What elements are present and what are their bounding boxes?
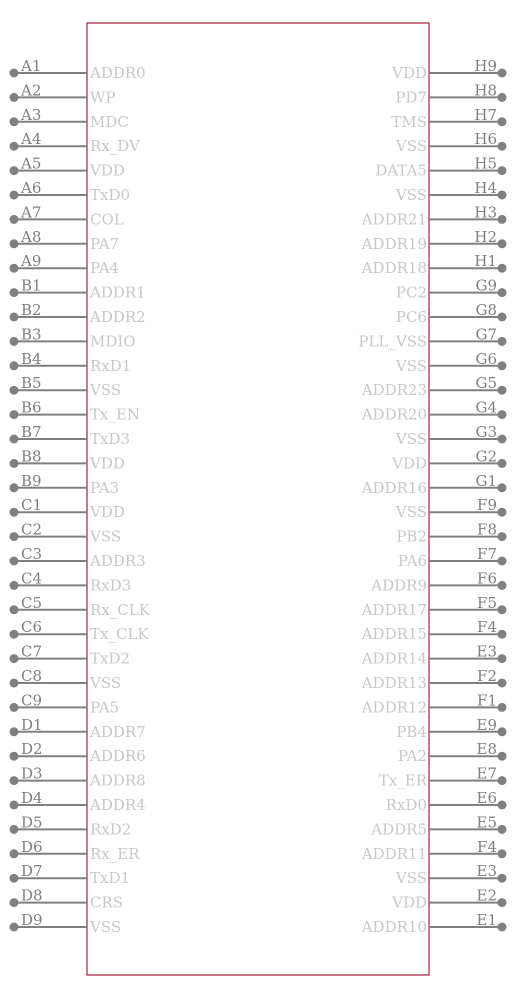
pin-number: A2 bbox=[21, 81, 42, 100]
pin-left-B9 bbox=[10, 472, 120, 497]
pin-name: VSS bbox=[395, 869, 427, 888]
pin-number: G1 bbox=[475, 471, 497, 490]
pin-endpoint-dot bbox=[10, 215, 19, 224]
pin-endpoint-dot bbox=[498, 923, 507, 932]
pin-endpoint-dot bbox=[10, 239, 19, 248]
pin-name: PC6 bbox=[395, 308, 427, 326]
pin-endpoint-dot bbox=[10, 727, 19, 736]
pin-endpoint-dot bbox=[10, 605, 19, 614]
pin-number: B8 bbox=[21, 447, 42, 466]
pin-name: Tx_CLK bbox=[90, 625, 149, 644]
pin-number: D8 bbox=[21, 886, 43, 905]
pin-number: B2 bbox=[21, 301, 42, 319]
pin-right-F7 bbox=[398, 545, 507, 570]
pin-name: RxD1 bbox=[90, 356, 132, 375]
pin-number: G5 bbox=[475, 374, 497, 393]
pin-number: G6 bbox=[475, 349, 497, 368]
pin-name: PB2 bbox=[396, 527, 427, 546]
pin-endpoint-dot bbox=[498, 459, 507, 468]
pin-endpoint-dot bbox=[498, 801, 507, 810]
pin-number: C5 bbox=[21, 593, 43, 612]
pin-left-B7 bbox=[10, 423, 131, 448]
pin-number: C6 bbox=[21, 618, 43, 637]
pin-endpoint-dot bbox=[498, 337, 507, 346]
pin-left-C7 bbox=[10, 643, 131, 668]
pin-endpoint-dot bbox=[498, 69, 507, 78]
pin-endpoint-dot bbox=[498, 239, 507, 248]
pin-name: PLL_VSS bbox=[358, 332, 427, 351]
pin-number: G2 bbox=[475, 447, 497, 466]
pin-right-H8 bbox=[395, 81, 506, 106]
pin-endpoint-dot bbox=[498, 532, 507, 541]
pin-number: E3 bbox=[476, 642, 497, 661]
pin-endpoint-dot bbox=[498, 93, 507, 102]
pin-number: C8 bbox=[21, 667, 43, 685]
pin-right-F4 bbox=[361, 838, 507, 863]
pin-right-H1 bbox=[361, 252, 507, 277]
pin-name: PA2 bbox=[397, 747, 427, 766]
pin-name: TxD2 bbox=[90, 649, 131, 668]
pin-name: PC2 bbox=[395, 283, 427, 302]
pin-right-F5 bbox=[361, 594, 507, 619]
pin-endpoint-dot bbox=[10, 532, 19, 541]
pin-left-B8 bbox=[10, 447, 125, 472]
pin-left-A5 bbox=[10, 155, 125, 180]
pin-endpoint-dot bbox=[498, 386, 507, 395]
pin-right-F2 bbox=[361, 667, 507, 692]
pin-left-D9 bbox=[10, 911, 122, 936]
pin-name: ADDR12 bbox=[361, 698, 427, 717]
pin-number: F4 bbox=[477, 837, 497, 856]
pin-endpoint-dot bbox=[498, 508, 507, 517]
pin-endpoint-dot bbox=[498, 874, 507, 883]
pin-number: A3 bbox=[21, 105, 42, 124]
pin-name: Tx_ER bbox=[378, 771, 427, 790]
pin-number: E3 bbox=[476, 862, 497, 881]
pin-name: ADDR23 bbox=[361, 381, 427, 400]
pin-number: H5 bbox=[474, 154, 497, 173]
pin-name: ADDR11 bbox=[361, 844, 427, 863]
pin-name: ADDR0 bbox=[90, 64, 146, 82]
pin-left-C4 bbox=[10, 569, 132, 594]
pin-name: ADDR20 bbox=[361, 405, 427, 424]
left-pin-group bbox=[10, 57, 151, 936]
pin-number: B4 bbox=[21, 349, 42, 368]
pin-left-C6 bbox=[10, 618, 150, 643]
pin-name: MDIO bbox=[90, 332, 136, 351]
pin-number: A9 bbox=[21, 252, 42, 271]
pin-right-G6 bbox=[395, 350, 507, 375]
pin-endpoint-dot bbox=[10, 849, 19, 858]
pin-number: E7 bbox=[476, 764, 497, 783]
pin-number: H1 bbox=[474, 252, 497, 271]
pin-endpoint-dot bbox=[10, 117, 19, 126]
pin-name: Rx_CLK bbox=[90, 600, 150, 619]
pin-name: ADDR5 bbox=[371, 820, 427, 839]
pin-endpoint-dot bbox=[10, 557, 19, 566]
pin-right-E3 bbox=[361, 643, 507, 668]
pin-left-D7 bbox=[10, 862, 131, 887]
pin-endpoint-dot bbox=[498, 483, 507, 492]
pin-name: ADDR9 bbox=[371, 576, 427, 595]
pin-number: C3 bbox=[21, 545, 43, 563]
pin-right-E5 bbox=[370, 813, 506, 838]
pin-name: RxD2 bbox=[90, 820, 132, 839]
pin-name: PA7 bbox=[90, 234, 120, 253]
pin-left-C8 bbox=[10, 667, 122, 692]
pin-endpoint-dot bbox=[498, 849, 507, 858]
pin-left-C9 bbox=[10, 691, 120, 716]
pin-endpoint-dot bbox=[498, 215, 507, 224]
pin-left-C3 bbox=[10, 545, 146, 570]
pin-name: VSS bbox=[90, 918, 122, 936]
pin-endpoint-dot bbox=[10, 483, 19, 492]
pin-endpoint-dot bbox=[10, 264, 19, 273]
pin-endpoint-dot bbox=[498, 142, 507, 151]
pin-endpoint-dot bbox=[498, 825, 507, 834]
pin-number: B1 bbox=[21, 276, 42, 295]
pin-endpoint-dot bbox=[498, 313, 507, 322]
pin-endpoint-dot bbox=[10, 288, 19, 297]
pin-endpoint-dot bbox=[498, 679, 507, 688]
pin-number: G3 bbox=[475, 423, 497, 441]
pin-endpoint-dot bbox=[10, 361, 19, 370]
pin-name: CRS bbox=[90, 893, 124, 912]
pin-endpoint-dot bbox=[10, 435, 19, 444]
pin-number: C4 bbox=[21, 569, 43, 588]
pin-left-A9 bbox=[10, 252, 120, 277]
pin-endpoint-dot bbox=[10, 459, 19, 468]
pin-left-C5 bbox=[10, 594, 151, 619]
pin-name: VDD bbox=[90, 454, 125, 473]
pin-number: H9 bbox=[474, 57, 497, 75]
pin-left-B4 bbox=[10, 350, 132, 375]
pin-name: TxD1 bbox=[90, 869, 131, 888]
pin-number: B7 bbox=[21, 423, 42, 441]
pin-name: ADDR14 bbox=[361, 649, 427, 668]
pin-endpoint-dot bbox=[10, 898, 19, 907]
pin-left-B3 bbox=[10, 325, 136, 350]
pin-name: VDD bbox=[90, 503, 125, 522]
pin-name: ADDR18 bbox=[361, 259, 427, 278]
pin-number: B6 bbox=[21, 398, 42, 417]
pin-number: H2 bbox=[474, 227, 497, 246]
pin-endpoint-dot bbox=[10, 581, 19, 590]
pin-left-D1 bbox=[10, 716, 146, 741]
pin-endpoint-dot bbox=[10, 166, 19, 175]
pin-name: VDD bbox=[392, 893, 427, 912]
pin-name: ADDR21 bbox=[361, 210, 427, 229]
pin-number: E1 bbox=[476, 911, 497, 929]
pin-number: E8 bbox=[476, 740, 497, 759]
pin-right-G5 bbox=[361, 374, 507, 399]
pin-name: ADDR13 bbox=[361, 674, 427, 692]
pin-number: A5 bbox=[21, 154, 42, 173]
pin-name: Rx_DV bbox=[90, 137, 140, 156]
pin-right-H5 bbox=[375, 155, 506, 180]
pin-right-F4 bbox=[361, 618, 507, 643]
pin-right-G7 bbox=[358, 325, 506, 350]
pin-number: G9 bbox=[475, 276, 497, 295]
pin-endpoint-dot bbox=[10, 630, 19, 639]
pin-endpoint-dot bbox=[10, 410, 19, 419]
pin-name: ADDR1 bbox=[90, 283, 146, 302]
pin-right-E6 bbox=[386, 789, 507, 814]
pin-name: ADDR16 bbox=[361, 478, 427, 497]
pin-number: F6 bbox=[477, 569, 497, 588]
pin-left-B1 bbox=[10, 277, 146, 302]
pin-right-E7 bbox=[379, 765, 507, 790]
pin-endpoint-dot bbox=[10, 825, 19, 834]
pin-endpoint-dot bbox=[498, 776, 507, 785]
pin-number: G8 bbox=[475, 301, 497, 319]
pin-number: F1 bbox=[477, 691, 497, 710]
pin-endpoint-dot bbox=[10, 69, 19, 78]
pin-right-G3 bbox=[395, 423, 507, 448]
pin-number: C2 bbox=[21, 520, 43, 539]
pin-right-E9 bbox=[396, 716, 506, 741]
pin-number: E5 bbox=[476, 813, 497, 832]
pin-endpoint-dot bbox=[498, 727, 507, 736]
pin-number: C1 bbox=[21, 496, 43, 515]
pin-endpoint-dot bbox=[10, 874, 19, 883]
pin-right-G1 bbox=[361, 472, 507, 497]
pin-right-F1 bbox=[361, 691, 507, 716]
pin-number: D6 bbox=[21, 837, 43, 856]
pin-left-A4 bbox=[10, 130, 142, 155]
pin-number: B3 bbox=[21, 325, 42, 344]
pin-endpoint-dot bbox=[10, 776, 19, 785]
pin-name: VSS bbox=[90, 381, 122, 400]
pin-number: A4 bbox=[21, 130, 42, 149]
pin-right-H7 bbox=[391, 106, 506, 131]
pin-name: ADDR8 bbox=[90, 771, 146, 790]
pin-name: MDC bbox=[90, 112, 129, 131]
pin-endpoint-dot bbox=[498, 654, 507, 663]
pin-number: G4 bbox=[475, 398, 497, 417]
pin-name: ADDR7 bbox=[90, 722, 146, 741]
pin-number: H6 bbox=[474, 130, 497, 149]
pin-right-F8 bbox=[396, 521, 506, 546]
pin-endpoint-dot bbox=[10, 679, 19, 688]
pin-name: ADDR2 bbox=[90, 308, 146, 326]
pin-right-H2 bbox=[361, 228, 507, 253]
pin-right-H4 bbox=[395, 179, 507, 204]
pin-right-H9 bbox=[391, 57, 506, 82]
pin-number: H8 bbox=[474, 81, 497, 100]
pin-left-A7 bbox=[10, 203, 124, 228]
pin-name: TxD3 bbox=[90, 430, 131, 448]
pin-name: TxD0 bbox=[90, 186, 131, 204]
pin-name: ADDR3 bbox=[90, 552, 146, 570]
pin-name: COL bbox=[90, 210, 124, 229]
pin-endpoint-dot bbox=[10, 801, 19, 810]
pin-number: F4 bbox=[477, 618, 497, 637]
pin-endpoint-dot bbox=[10, 191, 19, 200]
pin-name: ADDR17 bbox=[361, 600, 427, 619]
pin-endpoint-dot bbox=[498, 898, 507, 907]
pin-name: RxD3 bbox=[90, 576, 132, 595]
pin-left-C1 bbox=[10, 496, 125, 521]
pin-left-D6 bbox=[10, 838, 141, 863]
pin-endpoint-dot bbox=[498, 752, 507, 761]
pin-name: VSS bbox=[90, 527, 122, 546]
pin-number: D5 bbox=[21, 813, 43, 832]
pin-number: D7 bbox=[21, 862, 43, 881]
pin-name: ADDR6 bbox=[90, 747, 146, 766]
pin-endpoint-dot bbox=[10, 386, 19, 395]
pin-right-E8 bbox=[398, 740, 507, 765]
pin-number: C9 bbox=[21, 691, 43, 710]
pin-name: VSS bbox=[395, 430, 427, 448]
pin-name: ADDR10 bbox=[361, 918, 427, 936]
pin-endpoint-dot bbox=[498, 435, 507, 444]
pin-left-D2 bbox=[10, 740, 146, 765]
pin-endpoint-dot bbox=[498, 117, 507, 126]
pin-left-D3 bbox=[10, 765, 146, 790]
pin-name: PA6 bbox=[397, 552, 427, 570]
pin-name: PA5 bbox=[90, 698, 120, 717]
pin-number: H3 bbox=[474, 203, 497, 222]
pin-number: H7 bbox=[474, 105, 497, 124]
pin-right-E1 bbox=[361, 911, 507, 936]
pin-number: H4 bbox=[474, 179, 497, 197]
pin-endpoint-dot bbox=[10, 703, 19, 712]
pin-endpoint-dot bbox=[498, 264, 507, 273]
pin-left-D8 bbox=[10, 887, 124, 912]
pin-number: F2 bbox=[477, 667, 497, 685]
pin-number: D4 bbox=[21, 789, 43, 807]
pin-left-A1 bbox=[10, 57, 146, 82]
pin-endpoint-dot bbox=[498, 630, 507, 639]
pin-endpoint-dot bbox=[10, 923, 19, 932]
pin-name: VSS bbox=[395, 356, 427, 375]
pin-right-E3 bbox=[395, 862, 507, 887]
pin-name: PB4 bbox=[396, 722, 427, 741]
pin-number: E9 bbox=[476, 715, 497, 734]
pin-number: B9 bbox=[21, 471, 42, 490]
pin-endpoint-dot bbox=[10, 654, 19, 663]
pin-endpoint-dot bbox=[498, 191, 507, 200]
pin-endpoint-dot bbox=[498, 410, 507, 419]
pin-right-H6 bbox=[395, 130, 507, 155]
pin-name: WP bbox=[90, 88, 116, 107]
pin-left-A6 bbox=[10, 179, 131, 204]
right-pin-group bbox=[358, 57, 506, 936]
pin-number: F8 bbox=[477, 520, 497, 539]
pin-endpoint-dot bbox=[10, 508, 19, 517]
pin-name: VSS bbox=[395, 503, 427, 522]
pin-number: A8 bbox=[21, 227, 42, 246]
pin-name: VSS bbox=[395, 186, 427, 204]
pin-endpoint-dot bbox=[10, 337, 19, 346]
pin-name: DATA5 bbox=[375, 161, 427, 180]
pin-right-H3 bbox=[361, 203, 507, 228]
pin-number: E2 bbox=[476, 886, 497, 905]
pin-left-A8 bbox=[10, 228, 120, 253]
pin-right-G4 bbox=[361, 399, 507, 424]
pin-name: Tx_EN bbox=[90, 405, 141, 424]
pin-name: VDD bbox=[392, 454, 427, 473]
pin-number: G7 bbox=[475, 325, 497, 344]
pin-name: ADDR15 bbox=[361, 625, 427, 644]
pin-name: VSS bbox=[90, 674, 122, 692]
pin-number: F5 bbox=[477, 593, 497, 612]
pin-endpoint-dot bbox=[498, 557, 507, 566]
pin-name: Rx_ER bbox=[90, 844, 140, 863]
pin-number: A6 bbox=[21, 179, 42, 197]
pin-name: TMS bbox=[391, 112, 427, 131]
pin-name: VDD bbox=[90, 161, 125, 180]
pin-right-G2 bbox=[391, 447, 506, 472]
pin-endpoint-dot bbox=[498, 166, 507, 175]
pin-left-D5 bbox=[10, 813, 132, 838]
pin-name: VDD bbox=[392, 64, 427, 82]
pin-left-C2 bbox=[10, 521, 122, 546]
pin-number: C7 bbox=[21, 642, 43, 661]
pin-left-A2 bbox=[10, 81, 116, 106]
pin-endpoint-dot bbox=[498, 361, 507, 370]
pin-endpoint-dot bbox=[10, 142, 19, 151]
pin-name: PA3 bbox=[90, 478, 120, 497]
pin-name: PD7 bbox=[395, 88, 427, 107]
pin-endpoint-dot bbox=[498, 288, 507, 297]
pin-name: RxD0 bbox=[385, 796, 427, 814]
pin-endpoint-dot bbox=[498, 703, 507, 712]
pin-number: F9 bbox=[477, 496, 497, 515]
pin-endpoint-dot bbox=[10, 313, 19, 322]
pin-endpoint-dot bbox=[498, 581, 507, 590]
pin-left-B6 bbox=[10, 399, 141, 424]
pin-number: D3 bbox=[21, 764, 43, 783]
pin-number: A7 bbox=[21, 203, 42, 222]
pin-endpoint-dot bbox=[10, 93, 19, 102]
pin-name: VSS bbox=[395, 137, 427, 156]
pin-number: D2 bbox=[21, 740, 43, 759]
pin-right-G8 bbox=[396, 301, 507, 326]
pin-left-B5 bbox=[10, 374, 122, 399]
pin-right-E2 bbox=[391, 887, 506, 912]
pin-right-F9 bbox=[395, 496, 507, 521]
pin-number: A1 bbox=[21, 57, 42, 75]
pin-right-G9 bbox=[396, 277, 507, 302]
pin-endpoint-dot bbox=[498, 605, 507, 614]
pin-left-A3 bbox=[10, 106, 129, 131]
pin-left-B2 bbox=[10, 301, 146, 326]
pin-left-D4 bbox=[10, 789, 146, 814]
pin-number: D1 bbox=[21, 715, 43, 734]
pin-number: D9 bbox=[21, 911, 43, 929]
pin-name: ADDR4 bbox=[90, 796, 146, 814]
pin-number: E6 bbox=[476, 789, 497, 807]
pin-name: PA4 bbox=[90, 259, 120, 278]
pin-endpoint-dot bbox=[10, 752, 19, 761]
pin-name: ADDR19 bbox=[361, 234, 427, 253]
pin-number: B5 bbox=[21, 374, 42, 393]
pin-number: F7 bbox=[477, 545, 497, 563]
pin-right-F6 bbox=[370, 569, 506, 594]
